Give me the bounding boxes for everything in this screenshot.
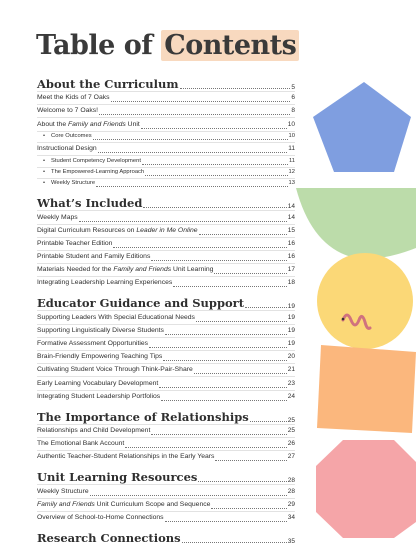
worm-eye-icon [342,318,345,321]
page-number: 10 [287,120,295,128]
entry-label-text: Unit [125,120,140,128]
section-heading-label: Educator Guidance and Support [37,296,245,311]
entry-label-text: Digital Curriculum Resources on [37,226,137,234]
page-number: 18 [287,279,295,287]
entry-label: • Weekly Structure [37,177,95,189]
page-number: 28 [287,487,295,495]
section-heading-label: The Importance of Relationships [37,409,249,424]
entry-label: • The Empowered-Learning Approach [37,166,144,178]
entry-label: The Emotional Bank Account [37,440,125,448]
page-number: 14 [287,203,295,211]
page-number: 28 [287,477,295,485]
page-number: 8 [291,107,295,115]
page-number: 19 [287,313,295,321]
entry-label: Relationships and Child Development [37,426,151,434]
section-heading-label: Unit Learning Resources [37,470,198,485]
page-number: 35 [287,537,295,545]
entry-label-italic: Family and Friends [113,266,172,274]
page-number: 17 [287,266,295,274]
entry-label-text: Unit Curriculum Scope and Sequence [94,500,211,508]
page-number: 11 [288,145,295,153]
page-number: 6 [291,94,295,102]
page-number: 23 [287,379,295,387]
entry-label: Formative Assessment Opportunities [37,340,149,347]
entry-label: Overview of School-to-Home Connections [37,513,164,521]
circle-shape [317,253,413,349]
entry-label: Printable Teacher Edition [37,239,113,247]
page-number: 16 [287,253,295,261]
entry-label: Authentic Teacher-Student Relationships in the Early Years [37,453,215,461]
page-number: 26 [287,440,295,448]
page-number: 13 [288,180,295,187]
page-number: 34 [287,513,295,521]
entry-label: • Core Outcomes [37,130,92,142]
section-heading-label: Research Connections [37,530,181,545]
page-number: 5 [291,84,295,91]
square-shape [317,345,416,433]
entry-label: Supporting Leaders With Special Educational Needs [37,313,195,321]
entry-label: Early Learning Vocabulary Development [37,379,159,387]
entry-label-italic: Family and Friends [68,120,126,128]
section-heading-label: What’s Included [37,196,143,211]
entry-label: Meet the Kids of 7 Oaks [37,94,110,102]
page-number: 25 [287,426,295,434]
octagon-shape [316,440,416,538]
page-number: 19 [287,303,295,311]
entry-label-text: Unit Learning [171,266,214,274]
entry-label: Integrating Leadership Learning Experiences [37,279,173,287]
pentagon-shape [313,82,411,172]
page-number: 27 [287,453,295,461]
entry-label-text: Materials Needed for the [37,266,114,274]
entry-label: Welcome to 7 Oaks! [37,107,99,115]
page-number: 14 [287,213,295,221]
page-number: 16 [287,239,295,247]
entry-label-text: About the [37,120,68,128]
entry-label: • Student Competency Development [37,155,141,167]
entry-label: Cultivating Student Voice Through Think-Pair-Share [37,366,193,374]
entry-label: Weekly Maps [37,213,78,221]
page-number: 15 [287,226,295,234]
page-number: 29 [287,500,295,508]
entry-label: Supporting Linguistically Diverse Students [37,326,164,334]
entry-label-italic: Leader in Me Online [136,226,198,234]
title-text: Table of [36,30,162,61]
page-number: 25 [287,416,295,424]
page-number: 10 [288,132,295,139]
page-number: 20 [287,353,295,361]
entry-label: Weekly Structure [37,487,89,495]
entry-label-italic: Family and Friends [37,500,95,508]
page-number: 24 [287,392,295,400]
entry-label: Integrating Student Leadership Portfolios [37,392,161,400]
page-number: 11 [288,157,295,164]
page-number: 19 [287,340,295,347]
entry-label: Printable Student and Family Editions [37,253,151,261]
section-heading-label: About the Curriculum [37,77,179,91]
title-highlight: Contents [161,30,299,61]
half-circle-shape [296,188,416,259]
page-number: 12 [288,168,295,175]
page-number: 21 [287,366,295,374]
page-number: 19 [287,326,295,334]
entry-label: Brain-Friendly Empowering Teaching Tips [37,353,163,361]
entry-label: Instructional Design [37,145,97,153]
